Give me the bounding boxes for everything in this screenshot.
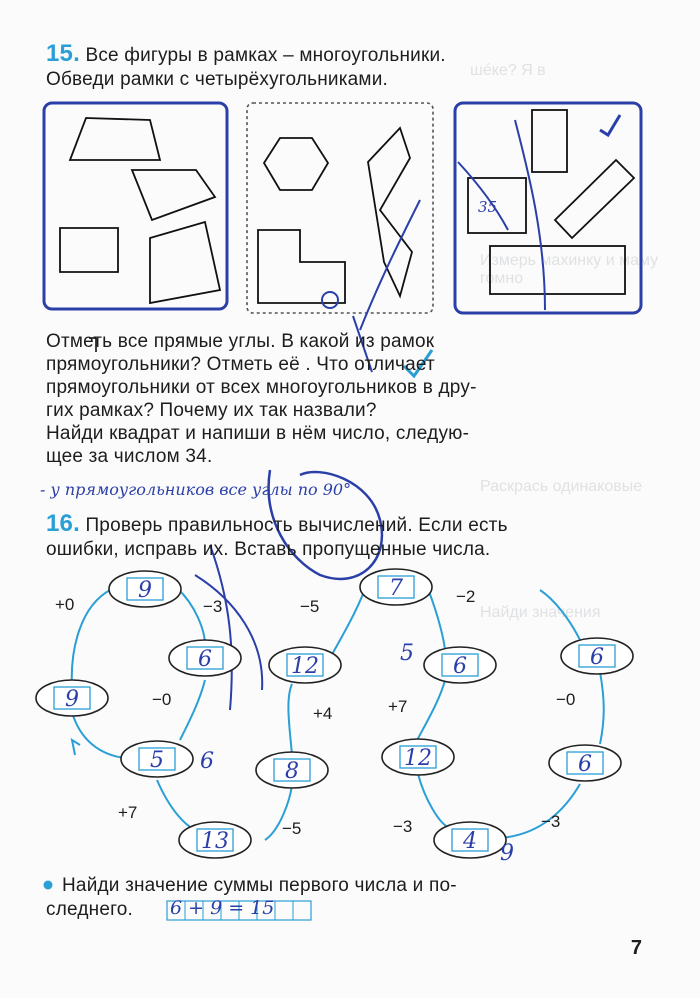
para-line-3: прямоугольники от всех многоугольников в дру-: [46, 377, 477, 398]
node-h-value: 7: [389, 576, 403, 601]
node-g: [256, 752, 328, 788]
op-label: +0: [55, 595, 75, 614]
op-label: −3: [203, 597, 223, 616]
node-m: [549, 745, 621, 781]
task15-line1: Все фигуры в рамках – многоугольники.: [85, 45, 446, 66]
op-label: −3: [541, 812, 561, 831]
op-label: −2: [456, 587, 476, 606]
op-label: +4: [313, 704, 333, 723]
op-label: −5: [282, 819, 302, 838]
node-b-value: 6: [198, 647, 212, 672]
op-label: −5: [300, 597, 320, 616]
node-j: [382, 739, 454, 775]
task15-number: 15.: [46, 40, 80, 67]
node-k-value: 4: [463, 829, 477, 854]
sum-task-line1: Найди значение суммы первого числа и по-: [62, 875, 457, 896]
bullet-icon: [44, 881, 53, 890]
para-line-2: прямоугольники? Отметь её . Что отличает: [46, 354, 435, 375]
show-through-text: ше́ке? Я в: [470, 62, 546, 79]
margin-note: 9: [500, 841, 514, 866]
page-number: 7: [630, 937, 642, 959]
para-line-6: щее за числом 34.: [46, 446, 213, 467]
sum-task-line2: следнего.: [46, 899, 134, 920]
task16-line1: Проверь правильность вычислений. Если есть: [85, 515, 508, 536]
para-line-5: Найди квадрат и напиши в нём число, следую-: [46, 423, 470, 444]
op-label: −0: [556, 690, 576, 709]
para-line-1: Отметь все прямые углы. В какой из рамок: [46, 331, 435, 352]
op-label: +7: [388, 697, 408, 716]
node-i: [424, 647, 496, 683]
node-m-value: 6: [578, 752, 592, 777]
node-e-value: 13: [201, 829, 229, 854]
node-j-value: 12: [404, 746, 432, 771]
show-through-text: Измерь махинку и маму гомно: [480, 252, 659, 287]
op-label: −3: [393, 817, 413, 836]
node-l-value: 6: [590, 645, 604, 670]
frame3-written-number: 35: [478, 198, 498, 216]
node-l: [561, 638, 633, 674]
node-d-value: 5: [150, 748, 164, 773]
task16-number: 16.: [46, 510, 80, 537]
handwritten-answer-15: - у прямоугольников все углы по 90°: [40, 480, 352, 499]
node-i-value: 6: [453, 654, 467, 679]
op-label: −0: [152, 690, 172, 709]
node-k: [434, 822, 506, 858]
node-g-value: 8: [285, 759, 299, 784]
node-c: [36, 680, 108, 716]
node-a: [109, 571, 181, 607]
para-line-4: гих рамках? Почему их так назвали?: [46, 400, 377, 421]
node-f: [269, 647, 341, 683]
node-b: [169, 640, 241, 676]
task15-line2: Обведи рамки с четырёхугольниками.: [46, 69, 388, 90]
node-d: [121, 741, 193, 777]
margin-note: 5: [400, 641, 414, 666]
node-c-value: 9: [65, 687, 79, 712]
show-through-text: Найди значения: [480, 604, 601, 621]
node-h: [360, 569, 432, 605]
show-through-text: Раскрась одинаковые: [480, 478, 643, 495]
task16-line2: ошибки, исправь их. Вставь пропущенные числа.: [46, 539, 491, 560]
margin-note: 6: [200, 749, 214, 774]
handwritten-sum: 6 + 9 = 15: [170, 897, 275, 919]
node-e: [179, 822, 251, 858]
node-f-value: 12: [291, 654, 319, 679]
op-label: +7: [118, 803, 138, 822]
node-a-value: 9: [138, 578, 152, 603]
